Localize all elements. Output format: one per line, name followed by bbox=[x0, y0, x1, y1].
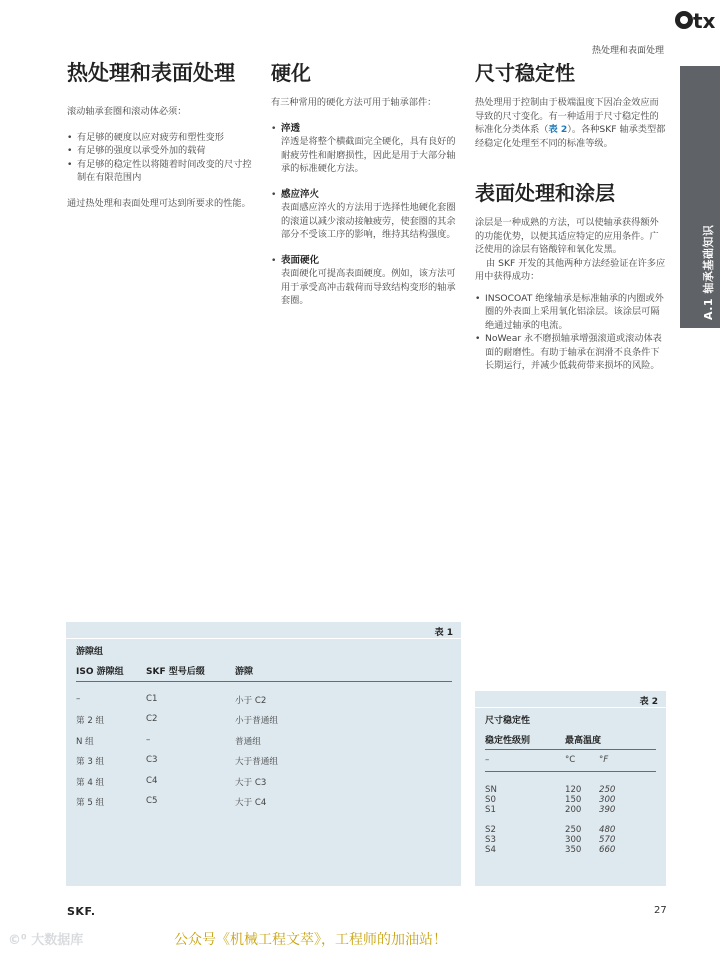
dimensional-stability-text: 热处理用于控制由于极端温度下因冶金效应而导致的尺寸变化。有一种适用于尺寸稳定性的标准化分类体系（表 2）。各种SKF 轴承类型都经稳定化处理至不同的标准等级。 bbox=[475, 97, 666, 149]
table-cell: 300 bbox=[565, 835, 582, 845]
list-item bbox=[271, 122, 463, 176]
column-header: ISO 游隙组 bbox=[76, 667, 124, 677]
clearance-table bbox=[66, 622, 461, 886]
list-item bbox=[271, 188, 463, 242]
table-cell: 570 bbox=[599, 835, 616, 845]
column-header: 最高温度 bbox=[565, 736, 602, 746]
hardening-methods-list bbox=[271, 122, 463, 308]
table-cell: C5 bbox=[146, 796, 158, 806]
table-cell: 小于 C2 bbox=[235, 696, 267, 706]
method-body: 表面感应淬火的方法用于选择性地硬化套圈的滚道以减少滚动接触疲劳，使套圈的其余部分不受该工序的影响，维持其结构强度。 bbox=[281, 202, 456, 240]
running-header: 热处理和表面处理 bbox=[591, 46, 664, 56]
coatings-text: 涂层是一种成熟的方法，可以使轴承获得额外的功能优势，以便其适应特定的应用条件。广泛使用的涂层有铬酸锌和氧化发黑。 bbox=[475, 217, 659, 255]
unit-cell: – bbox=[485, 755, 490, 765]
table-rule bbox=[485, 771, 656, 772]
table-label: 表 2 bbox=[639, 697, 658, 707]
table-label: 表 1 bbox=[434, 628, 453, 638]
method-body: 表面硬化可提高表面硬度。例如，该方法可用于承受高冲击载荷而导致结构变形的轴承套圈。 bbox=[281, 268, 456, 306]
heat-treatment-title: 热处理和表面处理 bbox=[67, 61, 235, 85]
table-cell: 250 bbox=[599, 785, 616, 795]
table-cell: 小于普通组 bbox=[235, 716, 278, 726]
table-cell: 250 bbox=[565, 825, 582, 835]
unit-cell: °C bbox=[565, 755, 576, 765]
table-cell: C2 bbox=[146, 714, 158, 724]
list-item: • 有足够的强度以承受外加的载荷 bbox=[67, 144, 257, 158]
table-cell: 大于 C4 bbox=[235, 798, 267, 808]
table-cell: 第 3 组 bbox=[76, 757, 105, 767]
dimensional-stability-title: 尺寸稳定性 bbox=[475, 61, 575, 85]
watermark: ©⁰ 大数据库 bbox=[8, 933, 84, 948]
table-cell: S0 bbox=[485, 795, 496, 805]
table-2-link[interactable]: 表 2 bbox=[548, 124, 568, 135]
page-number: 27 bbox=[654, 905, 667, 916]
table-cell: 第 4 组 bbox=[76, 778, 105, 788]
table-rule bbox=[76, 681, 452, 682]
table-caption: 游隙组 bbox=[76, 647, 104, 657]
column-hardening bbox=[271, 60, 463, 308]
table-cell: S4 bbox=[485, 845, 496, 855]
heat-treatment-intro: 滚动轴承套圈和滚动体必须： bbox=[67, 106, 187, 117]
table-cell: SN bbox=[485, 785, 497, 795]
table-cell: S3 bbox=[485, 835, 496, 845]
table-cell: 350 bbox=[565, 845, 582, 855]
table-cell: 第 2 组 bbox=[76, 716, 105, 726]
dimensional-stability-table bbox=[475, 691, 666, 886]
table-header-line bbox=[475, 707, 666, 708]
table-rule bbox=[485, 749, 656, 750]
svg-text:tx: tx bbox=[693, 9, 716, 33]
column-header: SKF 型号后缀 bbox=[146, 667, 205, 677]
column-heat-treatment bbox=[67, 60, 257, 210]
table-cell: 390 bbox=[599, 805, 616, 815]
table-cell: 300 bbox=[599, 795, 616, 805]
publisher-logo bbox=[674, 4, 718, 36]
table-caption: 尺寸稳定性 bbox=[485, 716, 531, 726]
table-cell: 120 bbox=[565, 785, 582, 795]
table-cell: 普通组 bbox=[235, 737, 261, 747]
method-title: • 表面硬化 bbox=[281, 254, 320, 266]
table-cell: C3 bbox=[146, 755, 158, 765]
skf-methods-text: 由 SKF 开发的其他两种方法经验证在许多应用中获得成功： bbox=[475, 257, 666, 282]
table-cell: C4 bbox=[146, 776, 158, 786]
unit-cell: °F bbox=[599, 755, 609, 765]
table-cell: 480 bbox=[599, 825, 616, 835]
table-cell: 大于 C3 bbox=[235, 778, 267, 788]
requirements-list bbox=[67, 131, 257, 185]
skf-methods-list bbox=[475, 292, 667, 373]
table-header-line bbox=[66, 638, 461, 639]
table-cell: 第 5 组 bbox=[76, 798, 105, 808]
hardening-intro: 有三种常用的硬化方法可用于轴承部件： bbox=[271, 97, 437, 108]
table-cell: S2 bbox=[485, 825, 496, 835]
column-header: 稳定性级别 bbox=[485, 736, 531, 746]
table-cell: N 组 bbox=[76, 737, 94, 747]
list-item: • INSOCOAT 绝缘轴承是标准轴承的内圈或外圈的外表面上采用氧化铝涂层。该涂层可隔绝通过轴承的电流。 bbox=[475, 292, 667, 333]
table-cell: 200 bbox=[565, 805, 582, 815]
table-cell: S1 bbox=[485, 805, 496, 815]
column-dimensional-stability bbox=[475, 60, 667, 373]
table-cell: – bbox=[76, 694, 81, 704]
surface-treatment-title: 表面处理和涂层 bbox=[475, 181, 615, 205]
footer-note: 公众号《机械工程文萃》，工程师的加油站！ bbox=[174, 932, 447, 948]
method-title: • 感应淬火 bbox=[281, 188, 320, 200]
table-cell: 大于普通组 bbox=[235, 757, 278, 767]
column-header: 游隙 bbox=[235, 667, 254, 677]
hardening-title: 硬化 bbox=[271, 61, 311, 85]
table-cell: C1 bbox=[146, 694, 158, 704]
table-cell: 660 bbox=[599, 845, 616, 855]
list-item bbox=[271, 254, 463, 308]
method-title: • 淬透 bbox=[281, 122, 301, 134]
list-item: • NoWear 永不磨损轴承增强滚道或滚动体表面的耐磨性。有助于轴承在润滑不良条件下长期运行，并减少低载荷带来损坏的风险。 bbox=[475, 332, 667, 373]
skf-brand-logo: SKF. bbox=[67, 905, 96, 918]
list-item: • 有足够的稳定性以将随着时间改变的尺寸控制在有限范围内 bbox=[67, 158, 257, 185]
heat-treatment-outro: 通过热处理和表面处理可达到所要求的性能。 bbox=[67, 197, 251, 209]
section-side-tab-label: A.1 轴承基础知识 bbox=[702, 224, 715, 320]
list-item: • 有足够的硬度以应对疲劳和塑性变形 bbox=[67, 131, 257, 145]
method-body: 淬透是将整个横截面完全硬化，具有良好的耐疲劳性和耐磨损性，因此是用于大部分轴承的标准硬化方法。 bbox=[281, 136, 456, 174]
table-cell: – bbox=[146, 735, 151, 745]
table-cell: 150 bbox=[565, 795, 582, 805]
